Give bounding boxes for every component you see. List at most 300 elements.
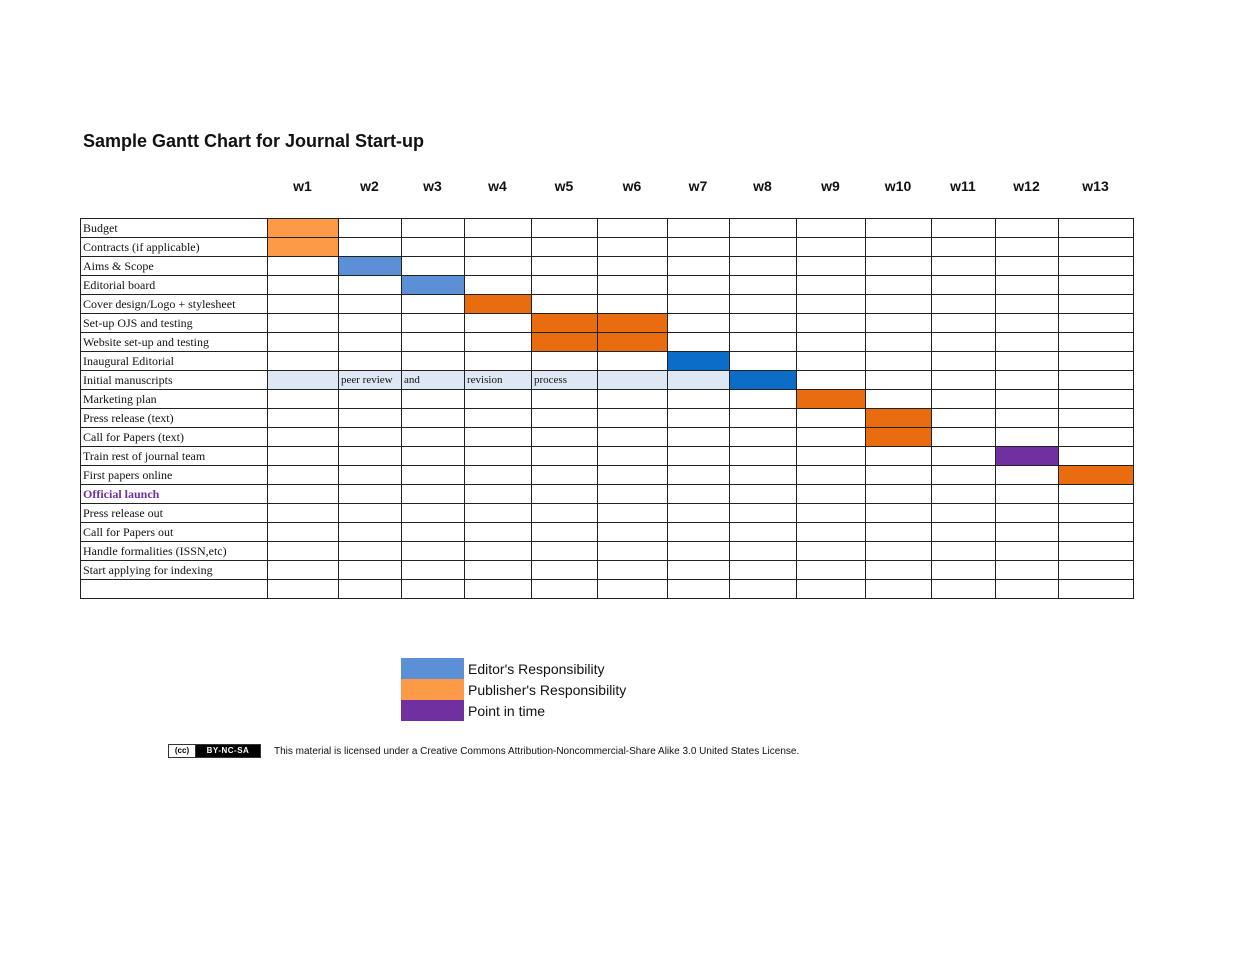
gantt-cell [866,257,932,276]
gantt-cell [730,504,797,523]
gantt-cell [532,257,598,276]
week-header-w10: w10 [884,178,912,194]
gantt-cell [268,314,339,333]
gantt-cell [598,428,668,447]
gantt-cell [730,352,797,371]
gantt-cell [465,219,532,238]
gantt-cell [465,542,532,561]
gantt-cell [996,485,1059,504]
gantt-cell [339,523,402,542]
gantt-cell [339,238,402,257]
gantt-cell [465,523,532,542]
gantt-cell [730,447,797,466]
gantt-bar-editor-w2 [339,257,402,276]
task-row [81,428,1134,447]
gantt-cell [339,542,402,561]
gantt-cell [1059,485,1134,504]
gantt-cell [532,580,598,599]
week-header-w8: w8 [753,178,772,194]
gantt-cell [1059,257,1134,276]
gantt-cell [996,219,1059,238]
gantt-cell [268,466,339,485]
gantt-cell [402,580,465,599]
gantt-cell [598,561,668,580]
gantt-bar-point-w12 [996,447,1059,466]
gantt-cell [730,295,797,314]
task-name: Budget [81,219,268,238]
gantt-cell [532,523,598,542]
gantt-cell [402,314,465,333]
gantt-cell [598,219,668,238]
gantt-cell [598,580,668,599]
gantt-cell [268,447,339,466]
gantt-cell [402,523,465,542]
task-row [81,504,1134,523]
gantt-cell [402,409,465,428]
gantt-cell [996,580,1059,599]
license-footer [168,744,799,758]
gantt-cell [598,276,668,295]
gantt-cell [668,466,730,485]
gantt-cell [339,352,402,371]
gantt-cell [598,523,668,542]
task-row [81,257,1134,276]
gantt-bar-publisher_dark-w9 [797,390,866,409]
task-row [81,409,1134,428]
gantt-cell [598,390,668,409]
gantt-cell [797,409,866,428]
gantt-cell [1059,523,1134,542]
gantt-cell [1059,314,1134,333]
gantt-cell [1059,428,1134,447]
gantt-cell [730,466,797,485]
task-name: Official launch [81,485,268,504]
week-header-w7: w7 [688,178,708,194]
gantt-cell [1059,561,1134,580]
gantt-cell [598,485,668,504]
gantt-cell [465,580,532,599]
task-row [81,333,1134,352]
gantt-cell [668,333,730,352]
gantt-note: process [532,371,598,390]
task-name: Cover design/Logo + stylesheet [81,295,268,314]
gantt-cell [996,523,1059,542]
task-row [81,219,1134,238]
gantt-cell [932,314,996,333]
gantt-cell [932,333,996,352]
gantt-cell [996,314,1059,333]
gantt-cell [598,409,668,428]
gantt-cell [797,219,866,238]
gantt-cell [996,561,1059,580]
gantt-cell [465,276,532,295]
legend-label: Publisher's Responsibility [468,681,627,698]
gantt-cell [866,276,932,295]
gantt-cell [268,352,339,371]
legend-label: Editor's Responsibility [468,660,605,677]
task-name: First papers online [81,466,268,485]
gantt-cell [996,371,1059,390]
gantt-cell [668,238,730,257]
gantt-cell [598,238,668,257]
task-name: Handle formalities (ISSN,etc) [81,542,268,561]
gantt-cell [797,523,866,542]
gantt-cell [339,504,402,523]
legend-item [401,700,626,721]
task-row [81,447,1134,466]
gantt-cell [268,561,339,580]
gantt-bar-publisher_dark-w6 [598,314,668,333]
gantt-cell [465,314,532,333]
gantt-cell [1059,580,1134,599]
task-row [81,238,1134,257]
week-header-w2: w2 [360,178,379,194]
gantt-cell [1059,542,1134,561]
week-header-w9: w9 [821,178,840,194]
gantt-cell [598,295,668,314]
gantt-cell [668,276,730,295]
gantt-cell [268,390,339,409]
gantt-cell [532,428,598,447]
task-row [81,371,1134,390]
legend-item [401,658,626,679]
gantt-cell [797,504,866,523]
gantt-cell [668,523,730,542]
gantt-cell [932,485,996,504]
gantt-cell [402,561,465,580]
task-row [81,561,1134,580]
gantt-cell [668,257,730,276]
gantt-cell [866,466,932,485]
gantt-cell [996,409,1059,428]
gantt-cell [339,314,402,333]
chart-title: Sample Gantt Chart for Journal Start-up [83,131,425,151]
gantt-cell [996,466,1059,485]
gantt-cell [268,523,339,542]
task-name: Start applying for indexing [81,561,268,580]
legend-label: Point in time [468,702,546,719]
gantt-cell [730,580,797,599]
legend-swatch-editor [401,658,464,679]
gantt-cell [866,542,932,561]
gantt-cell [996,238,1059,257]
gantt-cell [1059,409,1134,428]
gantt-cell [668,504,730,523]
gantt-cell [402,447,465,466]
legend-swatch-publisher [401,679,464,700]
gantt-cell [402,485,465,504]
gantt-cell [268,333,339,352]
gantt-cell [339,333,402,352]
task-name: Press release (text) [81,409,268,428]
cc-license-badge[interactable] [168,744,261,758]
gantt-cell [598,542,668,561]
gantt-cell [598,352,668,371]
gantt-cell [866,561,932,580]
gantt-cell [932,542,996,561]
gantt-cell [932,295,996,314]
gantt-cell [668,447,730,466]
gantt-cell [402,257,465,276]
gantt-cell [730,257,797,276]
gantt-cell [797,314,866,333]
week-header-w11: w11 [950,178,976,194]
gantt-cell [866,352,932,371]
gantt-cell [730,428,797,447]
gantt-bar-publisher_dark-w4 [465,295,532,314]
task-name: Website set-up and testing [81,333,268,352]
task-row [81,314,1134,333]
gantt-cell [465,485,532,504]
legend-item [401,679,626,700]
gantt-cell [866,390,932,409]
gantt-cell [797,333,866,352]
gantt-cell [532,561,598,580]
gantt-cell [598,466,668,485]
gantt-bar-publisher-w1 [268,219,339,238]
gantt-cell [339,276,402,295]
task-name: Aims & Scope [81,257,268,276]
task-name: Contracts (if applicable) [81,238,268,257]
gantt-cell [932,409,996,428]
gantt-cell [402,504,465,523]
gantt-cell [866,314,932,333]
gantt-cell [730,276,797,295]
gantt-cell [797,466,866,485]
week-header-w3: w3 [423,178,442,194]
gantt-cell [996,276,1059,295]
gantt-cell [339,219,402,238]
gantt-table [80,218,1134,599]
gantt-cell [797,371,866,390]
gantt-cell [465,333,532,352]
gantt-cell [268,428,339,447]
gantt-cell [532,295,598,314]
gantt-cell [996,390,1059,409]
gantt-cell [932,219,996,238]
week-header-w1: w1 [293,178,312,194]
gantt-cell [598,257,668,276]
gantt-cell [730,523,797,542]
gantt-cell [797,561,866,580]
gantt-cell [730,238,797,257]
gantt-cell [532,390,598,409]
gantt-cell [932,466,996,485]
gantt-cell [1059,276,1134,295]
gantt-cell [932,390,996,409]
task-row [81,390,1134,409]
week-header-w12: w12 [1013,178,1040,194]
task-row [81,352,1134,371]
gantt-cell [730,390,797,409]
gantt-bar-publisher_dark-w5 [532,314,598,333]
gantt-cell [1059,447,1134,466]
gantt-cell [1059,295,1134,314]
gantt-cell [1059,371,1134,390]
gantt-cell [1059,238,1134,257]
gantt-cell [797,580,866,599]
task-name: Set-up OJS and testing [81,314,268,333]
task-row [81,523,1134,542]
gantt-cell [268,485,339,504]
task-name: Train rest of journal team [81,447,268,466]
week-header-w6: w6 [622,178,642,194]
gantt-cell [996,333,1059,352]
gantt-cell [797,428,866,447]
gantt-cell [866,504,932,523]
gantt-cell [668,409,730,428]
gantt-cell [339,409,402,428]
gantt-cell [797,352,866,371]
gantt-cell [402,333,465,352]
gantt-bar-review-w6 [598,371,668,390]
gantt-cell [668,295,730,314]
task-name: Marketing plan [81,390,268,409]
task-name: Editorial board [81,276,268,295]
gantt-cell [465,447,532,466]
gantt-cell [402,238,465,257]
gantt-cell [532,447,598,466]
gantt-cell [1059,219,1134,238]
task-name: Inaugural Editorial [81,352,268,371]
gantt-cell [465,504,532,523]
gantt-cell [465,257,532,276]
gantt-cell [996,542,1059,561]
cc-terms: BY-NC-SA [196,745,260,757]
gantt-cell [465,466,532,485]
gantt-cell [532,352,598,371]
gantt-cell [339,428,402,447]
task-name: Call for Papers (text) [81,428,268,447]
gantt-cell [268,542,339,561]
gantt-bar-publisher_dark-w5 [532,333,598,352]
gantt-cell [797,485,866,504]
gantt-cell [932,352,996,371]
gantt-cell [797,238,866,257]
gantt-cell [797,276,866,295]
gantt-cell [1059,333,1134,352]
gantt-cell [1059,504,1134,523]
gantt-cell [730,333,797,352]
gantt-cell [668,390,730,409]
gantt-cell [932,428,996,447]
gantt-cell [866,238,932,257]
gantt-cell [932,580,996,599]
gantt-cell [1059,390,1134,409]
gantt-cell [268,276,339,295]
gantt-cell [1059,352,1134,371]
gantt-cell [866,371,932,390]
gantt-cell [668,561,730,580]
gantt-cell [932,447,996,466]
gantt-cell [598,447,668,466]
gantt-cell [996,352,1059,371]
gantt-cell [932,561,996,580]
gantt-cell [932,238,996,257]
gantt-cell [402,428,465,447]
gantt-cell [339,580,402,599]
task-row [81,542,1134,561]
legend [401,658,626,721]
legend-swatch-point [401,700,464,721]
task-name: Initial manuscripts [81,371,268,390]
gantt-cell [797,295,866,314]
gantt-cell [532,409,598,428]
gantt-cell [996,428,1059,447]
gantt-cell [465,409,532,428]
gantt-bar-editor_dark-w8 [730,371,797,390]
gantt-cell [598,504,668,523]
gantt-cell [339,466,402,485]
gantt-bar-publisher_dark-w10 [866,428,932,447]
gantt-cell [402,466,465,485]
task-name: Press release out [81,504,268,523]
gantt-cell [932,371,996,390]
gantt-note: and [402,371,465,390]
gantt-cell [730,485,797,504]
gantt-cell [532,542,598,561]
gantt-cell [996,257,1059,276]
week-header-w13: w13 [1082,178,1109,194]
gantt-cell [339,295,402,314]
gantt-cell [996,295,1059,314]
gantt-cell [339,447,402,466]
gantt-cell [465,561,532,580]
gantt-cell [866,333,932,352]
gantt-cell [532,485,598,504]
gantt-cell [996,504,1059,523]
gantt-cell [866,447,932,466]
gantt-cell [668,580,730,599]
gantt-cell [668,219,730,238]
license-text: This material is licensed under a Creative Commons Attribution-Noncommercial-Share Alike 3.0 United States License. [274,745,800,757]
task-row [81,276,1134,295]
gantt-cell [866,523,932,542]
gantt-cell [668,428,730,447]
gantt-cell [402,542,465,561]
week-header-w5: w5 [554,178,574,194]
gantt-cell [339,561,402,580]
gantt-cell [730,542,797,561]
gantt-cell [932,276,996,295]
gantt-cell [402,295,465,314]
gantt-bar-review-w7 [668,371,730,390]
gantt-cell [268,257,339,276]
gantt-cell [339,485,402,504]
gantt-bar-review-w1 [268,371,339,390]
gantt-cell [339,390,402,409]
gantt-cell [402,352,465,371]
gantt-cell [532,276,598,295]
cc-mark: (cc) [169,745,196,757]
task-row [81,580,1134,599]
gantt-cell [465,238,532,257]
gantt-cell [932,257,996,276]
gantt-bar-publisher_dark-w10 [866,409,932,428]
gantt-cell [402,390,465,409]
gantt-cell [866,295,932,314]
gantt-cell [268,580,339,599]
gantt-cell [465,390,532,409]
gantt-cell [402,219,465,238]
gantt-bar-editor-w3 [402,276,465,295]
task-name: Call for Papers out [81,523,268,542]
gantt-cell [668,314,730,333]
gantt-cell [866,219,932,238]
gantt-cell [668,542,730,561]
gantt-cell [465,428,532,447]
task-row [81,485,1134,504]
